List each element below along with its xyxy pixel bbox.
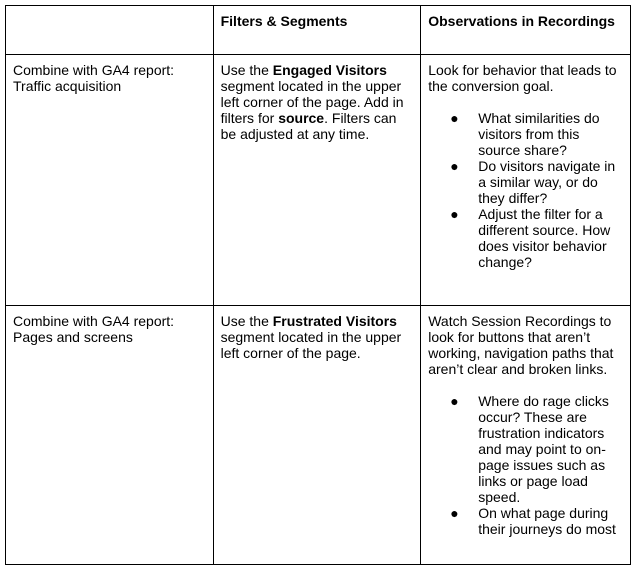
filters-cell xyxy=(213,306,421,565)
segment-name: Engaged Visitors xyxy=(272,62,387,78)
report-prefix: Combine with GA4 report: xyxy=(13,62,175,78)
list-item-text: Where do rage clicks occur? These are frustration indicators and may point to on-page issues such as links or page load speed. xyxy=(478,393,609,505)
observations-cell xyxy=(421,55,631,306)
observation-intro: Look for behavior that leads to the conversion goal. xyxy=(428,62,617,94)
observations-cell xyxy=(421,306,631,565)
list-item-text: What similarities do visitors from this source share? xyxy=(478,110,600,158)
report-name: Pages and screens xyxy=(13,329,133,345)
filters-text xyxy=(221,313,414,361)
list-item-text: Adjust the filter for a different source. How does visitor behavior change? xyxy=(478,206,611,270)
filters-text-post: . Filters can be adjusted at any time. xyxy=(220,110,397,142)
list-item-text: On what page during their journeys do most xyxy=(478,505,616,537)
filter-keyword: source xyxy=(278,110,325,126)
filters-text xyxy=(221,62,414,142)
list-item xyxy=(428,158,623,206)
bullet-icon: ● xyxy=(450,393,459,409)
table-row xyxy=(6,306,631,565)
segment-name: Frustrated Visitors xyxy=(272,313,397,329)
header-filters-segments: Filters & Segments xyxy=(213,6,421,55)
filters-text-pre: Use the xyxy=(220,313,273,329)
guide-table xyxy=(5,5,631,565)
table-row xyxy=(6,55,631,306)
header-row xyxy=(6,6,631,55)
bullet-icon: ● xyxy=(450,110,459,126)
observation-list xyxy=(428,393,623,537)
report-cell xyxy=(6,55,214,306)
header-observations: Observations in Recordings xyxy=(421,6,631,55)
report-prefix: Combine with GA4 report: xyxy=(13,313,175,329)
report-name: Traffic acquisition xyxy=(13,78,122,94)
header-cell-empty xyxy=(6,6,214,55)
report-cell xyxy=(6,306,214,565)
bullet-icon: ● xyxy=(450,206,459,222)
filters-text-post: segment located in the upper left corner of the page. xyxy=(220,329,402,361)
bullet-icon: ● xyxy=(450,158,459,174)
observation-intro: Watch Session Recordings to look for buttons that aren’t working, navigation paths that aren’t clear and broken links. xyxy=(428,313,614,377)
bullet-icon: ● xyxy=(450,505,459,521)
list-item xyxy=(428,393,623,505)
filters-text-pre: Use the xyxy=(220,62,273,78)
filters-cell xyxy=(213,55,421,306)
filters-text-mid: segment located in the upper left corner of the page. Add in filters for xyxy=(220,78,404,126)
list-item xyxy=(428,206,623,270)
observation-list xyxy=(428,110,623,270)
list-item xyxy=(428,505,623,537)
list-item xyxy=(428,110,623,158)
list-item-text: Do visitors navigate in a similar way, or do they differ? xyxy=(478,158,616,206)
